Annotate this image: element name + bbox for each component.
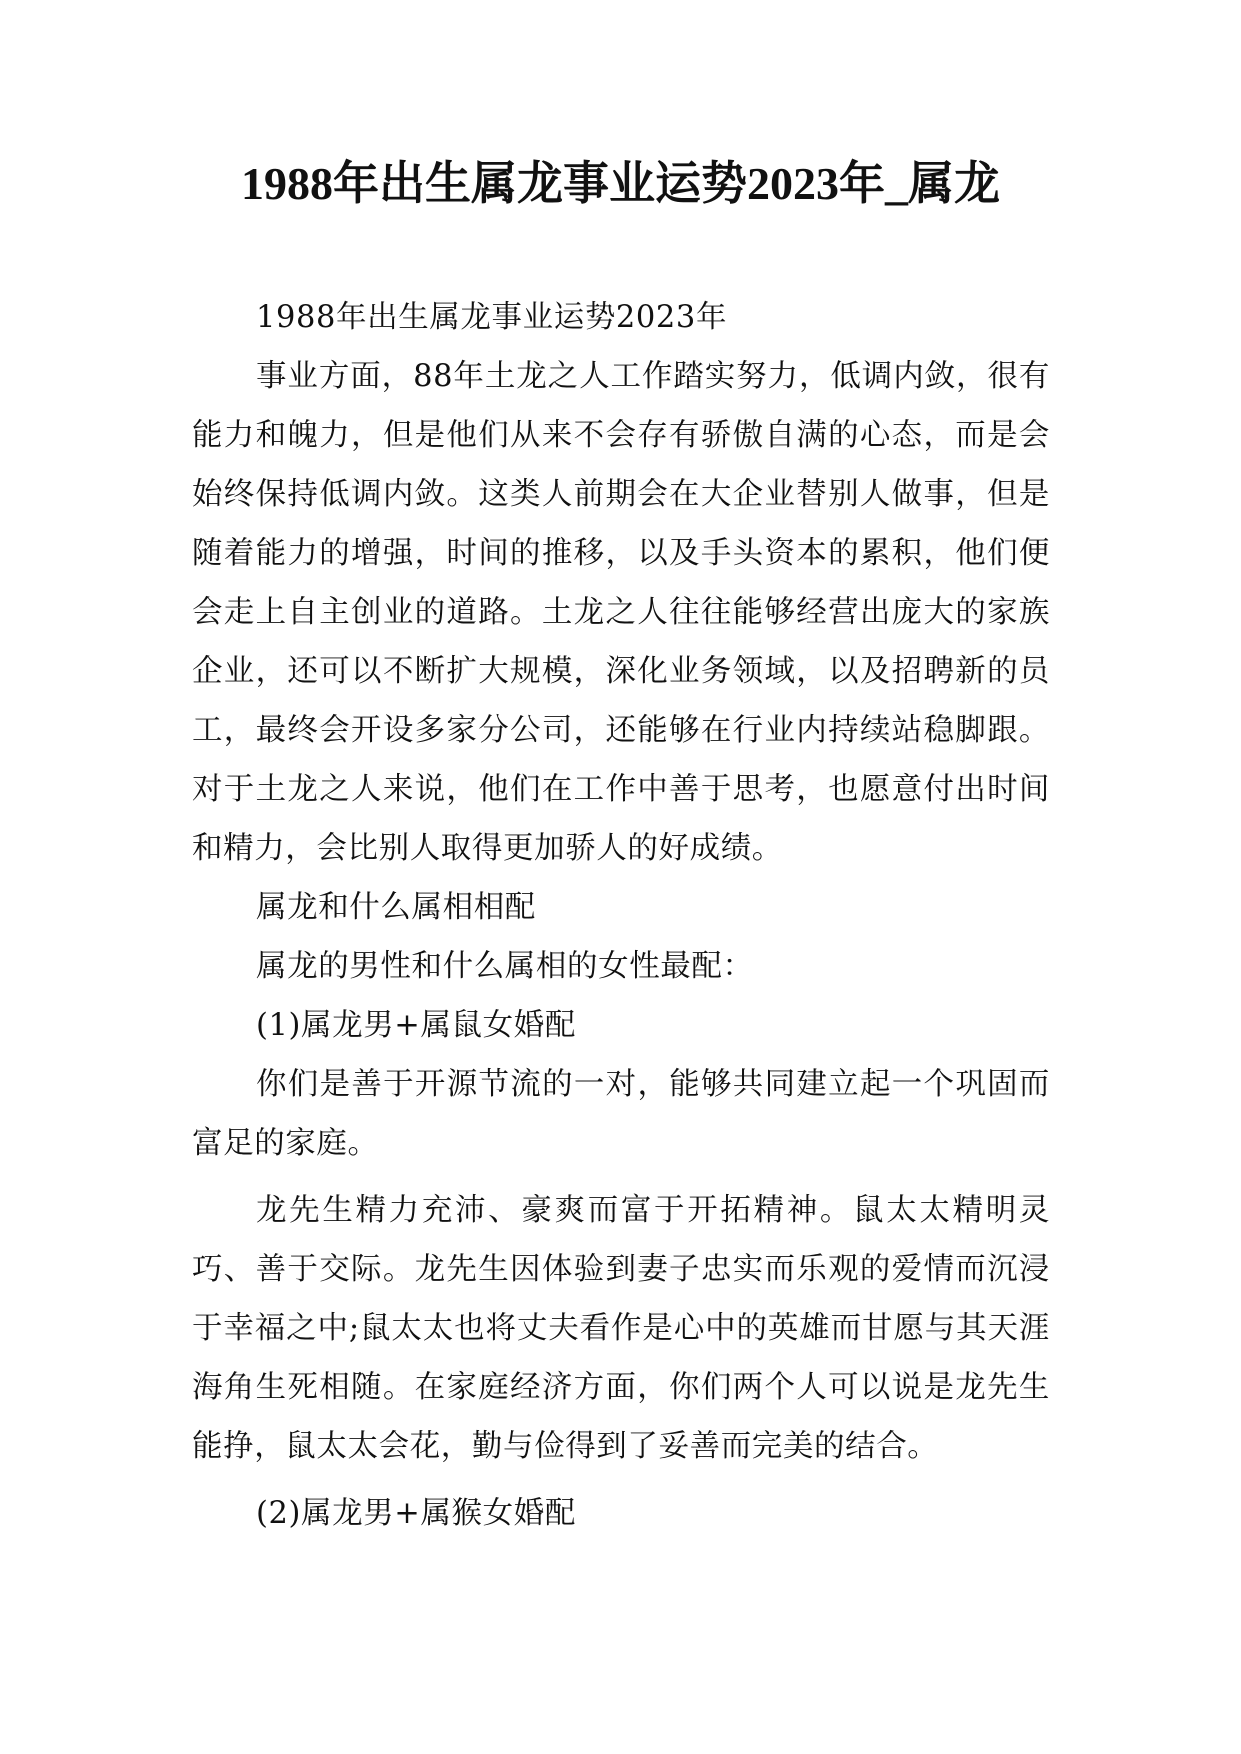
paragraph-item-2: (2)属龙男+属猴女婚配 <box>256 1496 576 1531</box>
paragraph-career: 事业方面，88年土龙之人工作踏实努力，低调内敛，很有能力和魄力，但是他们从来不会存有骄傲自满的心态，而是会始终保持低调内敛。这类人前期会在大企业替别人做事，但是随着能力的增强，时间的推移，以及手头资本的累积，他们便会走上自主创业的道路。土龙之人往往能够经营出庞大的家族企业，还可以不断扩大规模，深化业务领域，以及招聘新的员工，最终会开设多家分公司，还能够在行业内持续站稳脚跟。对于土龙之人来说，他们在工作中善于思考，也愿意付出时间和精力，会比别人取得更加骄人的好成绩。 <box>192 359 1050 866</box>
paragraph-item-1: (1)属龙男+属鼠女婚配 <box>256 1008 576 1043</box>
paragraph-item-1-detail: 龙先生精力充沛、豪爽而富于开拓精神。鼠太太精明灵巧、善于交际。龙先生因体验到妻子忠实而乐观的爱情而沉浸于幸福之中;鼠太太也将丈夫看作是心中的英雄而甘愿与其天涯海角生死相随。在家庭经济方面，你们两个人可以说是龙先生能挣，鼠太太会花，勤与俭得到了妥善而完美的结合。 <box>192 1193 1050 1464</box>
document-body <box>192 288 1050 1543</box>
document-title: 1988年出生属龙事业运势2023年_属龙 <box>241 158 1000 209</box>
paragraph-subtitle: 1988年出生属龙事业运势2023年 <box>256 300 728 335</box>
paragraph-heading-match: 属龙和什么属相相配 <box>256 890 536 925</box>
paragraph-match-question: 属龙的男性和什么属相的女性最配： <box>256 949 754 984</box>
paragraph-item-1-summary: 你们是善于开源节流的一对，能够共同建立起一个巩固而富足的家庭。 <box>192 1067 1050 1161</box>
